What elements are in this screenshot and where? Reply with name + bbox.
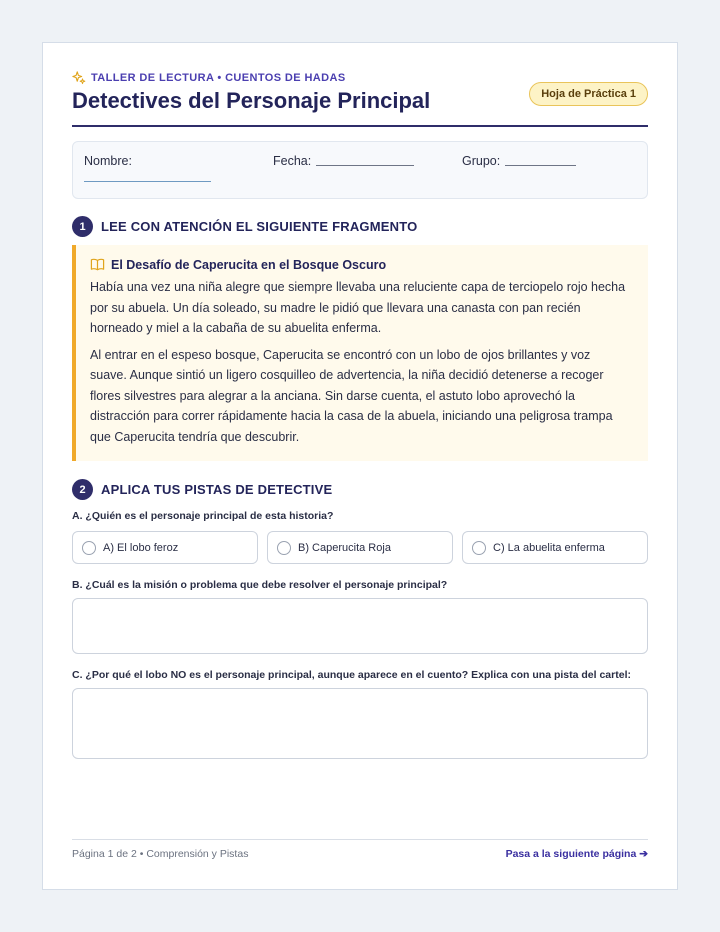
sparkle-icon bbox=[72, 71, 86, 85]
question-c: C. ¿Por qué el lobo NO es el personaje principal, aunque aparece en el cuento? Explica con una pista del cartel: bbox=[72, 669, 631, 681]
next-page-link[interactable]: Pasa a la siguiente página ➔ bbox=[505, 848, 648, 860]
radio-button[interactable] bbox=[277, 541, 291, 555]
group-label: Grupo: bbox=[462, 154, 501, 168]
answer-options bbox=[72, 531, 648, 564]
worksheet-page bbox=[42, 42, 678, 890]
student-info-box bbox=[72, 141, 648, 199]
name-line[interactable] bbox=[84, 181, 211, 182]
radio-button[interactable] bbox=[472, 541, 486, 555]
reading-passage bbox=[72, 245, 648, 461]
passage-paragraph: Al entrar en el espeso bosque, Caperucita se encontró con un lobo de ojos brillantes y voz suave. Aunque sintió un ligero cosquilleo de advertencia, la niña decidió detenerse a recoger flores silvestres para alegrar a la anciana. Sin darse cuenta, el astuto lobo aprovechó la distracción para correr rápidamente hacia la casa de la abuela, iniciando una peligrosa trampa que Caperucita tendría que descubrir. bbox=[90, 347, 613, 444]
option-a-label: A) El lobo feroz bbox=[103, 541, 179, 554]
section-2-header bbox=[72, 479, 332, 500]
name-field[interactable] bbox=[84, 154, 132, 168]
date-line[interactable] bbox=[316, 165, 414, 166]
page-title: Detectives del Personaje Principal bbox=[72, 88, 431, 113]
footer-divider bbox=[72, 839, 648, 840]
option-b[interactable] bbox=[267, 531, 453, 564]
eyebrow-text: TALLER DE LECTURA • CUENTOS DE HADAS bbox=[91, 72, 346, 84]
page-info: Página 1 de 2 • Comprensión y Pistas bbox=[72, 848, 249, 860]
answer-box-b[interactable] bbox=[72, 598, 648, 654]
section-2-title: APLICA TUS PISTAS DE DETECTIVE bbox=[101, 482, 333, 497]
option-a[interactable] bbox=[72, 531, 258, 564]
passage-title-text: El Desafío de Caperucita en el Bosque Oscuro bbox=[111, 257, 387, 272]
practice-badge: Hoja de Práctica 1 bbox=[529, 82, 648, 106]
date-label: Fecha: bbox=[273, 154, 312, 168]
header bbox=[72, 71, 648, 114]
group-field[interactable] bbox=[462, 154, 576, 168]
section-1-title: LEE CON ATENCIÓN EL SIGUIENTE FRAGMENTO bbox=[101, 219, 418, 234]
option-c[interactable] bbox=[462, 531, 648, 564]
answer-box-c[interactable] bbox=[72, 688, 648, 759]
option-c-label: C) La abuelita enferma bbox=[493, 541, 605, 554]
group-line[interactable] bbox=[505, 165, 576, 166]
question-a: A. ¿Quién es el personaje principal de esta historia? bbox=[72, 510, 334, 522]
section-2-number: 2 bbox=[72, 479, 93, 500]
passage-title bbox=[90, 257, 628, 272]
open-book-icon bbox=[90, 257, 105, 272]
option-b-label: B) Caperucita Roja bbox=[298, 541, 391, 554]
section-1-header bbox=[72, 216, 417, 237]
section-1-number: 1 bbox=[72, 216, 93, 237]
header-divider bbox=[72, 125, 648, 127]
passage-paragraph: Había una vez una niña alegre que siempre llevaba una reluciente capa de terciopelo rojo hecha por su abuela. Un día soleado, su madre le pidió que llevara una canasta con pan recién horneado y miel a la cabaña de su abuelita enferma. bbox=[90, 280, 626, 335]
date-field[interactable] bbox=[273, 154, 414, 168]
question-b: B. ¿Cuál es la misión o problema que debe resolver el personaje principal? bbox=[72, 579, 448, 591]
radio-button[interactable] bbox=[82, 541, 96, 555]
name-label: Nombre: bbox=[84, 154, 132, 168]
